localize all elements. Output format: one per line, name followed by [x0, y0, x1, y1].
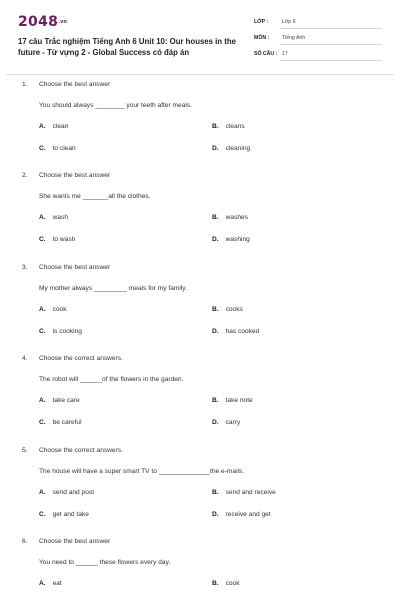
option-a[interactable]	[39, 123, 68, 130]
option-c[interactable]	[39, 511, 89, 518]
question-sentence: The robot will ______of the flowers in the garden.	[39, 376, 184, 383]
option-letter: B.	[212, 306, 219, 313]
option-letter: A.	[39, 580, 46, 587]
header-divider	[6, 74, 394, 75]
option-d[interactable]	[212, 419, 240, 426]
option-text: wash	[52, 214, 68, 221]
option-letter: C.	[39, 145, 46, 152]
option-text: is cooking	[52, 328, 82, 335]
option-b[interactable]	[212, 306, 243, 313]
option-text: washes	[225, 214, 248, 221]
document-title: 17 câu Trắc nghiệm Tiếng Anh 6 Unit 10: Our houses in the future - Từ vựng 2 - Global Success có đáp án	[18, 37, 236, 57]
question-sentence: My mother always _________ meals for my family.	[39, 285, 187, 292]
option-d[interactable]	[212, 328, 259, 335]
logo-suffix: .vn	[58, 19, 67, 25]
option-a[interactable]	[39, 306, 67, 313]
meta-count	[254, 51, 382, 63]
option-a[interactable]	[39, 489, 94, 496]
option-text: receive and get	[225, 511, 271, 518]
meta-underline	[280, 28, 382, 29]
option-text: washing	[225, 236, 250, 243]
question-number: 2.	[22, 172, 28, 179]
option-text: take note	[225, 397, 253, 404]
meta-class-value: Lớp 6	[282, 19, 296, 25]
meta-count-key: SỐ CÂU :	[254, 51, 278, 57]
option-text: send and receive	[225, 489, 276, 496]
meta-class-key: LỚP :	[254, 19, 269, 25]
site-logo[interactable]	[18, 14, 67, 30]
option-letter: D.	[212, 236, 219, 243]
option-letter: C.	[39, 419, 46, 426]
option-b[interactable]	[212, 397, 253, 404]
option-text: eat	[52, 580, 62, 587]
option-letter: D.	[212, 328, 219, 335]
question-sentence: You need to ______ these flowers every day.	[39, 559, 171, 566]
meta-underline	[280, 60, 382, 61]
question-prompt: Choose the correct answers.	[39, 355, 123, 362]
option-letter: D.	[212, 419, 219, 426]
option-text: send and post	[52, 489, 95, 496]
option-a[interactable]	[39, 580, 62, 587]
option-text: cook	[52, 306, 67, 313]
option-text: cook	[225, 580, 240, 587]
option-letter: B.	[212, 489, 219, 496]
option-letter: A.	[39, 214, 46, 221]
meta-count-value: 17	[282, 51, 288, 57]
option-text: cooks	[225, 306, 243, 313]
question-prompt: Choose the best answer	[39, 172, 111, 179]
option-d[interactable]	[212, 511, 271, 518]
meta-underline	[280, 44, 382, 45]
option-letter: D.	[212, 511, 219, 518]
option-text: take care	[52, 397, 80, 404]
question-number: 6.	[22, 538, 28, 545]
option-letter: A.	[39, 489, 46, 496]
option-text: to wash	[52, 236, 76, 243]
option-text: carry	[225, 419, 241, 426]
option-b[interactable]	[212, 489, 276, 496]
option-text: clean	[52, 123, 69, 130]
option-text: cleaning	[225, 145, 251, 152]
option-a[interactable]	[39, 214, 68, 221]
question-sentence: The house will have a super smart TV to ______________the e-mails.	[39, 468, 245, 475]
option-letter: C.	[39, 328, 46, 335]
question-prompt: Choose the best answer	[39, 538, 111, 545]
meta-class	[254, 19, 382, 31]
option-letter: A.	[39, 397, 46, 404]
option-b[interactable]	[212, 214, 248, 221]
option-a[interactable]	[39, 397, 80, 404]
question-prompt: Choose the correct answers.	[39, 447, 123, 454]
option-text: be careful	[52, 419, 82, 426]
question-sentence: You should always ________ your teeth after meals.	[39, 102, 192, 109]
option-text: has cooked	[225, 328, 260, 335]
option-letter: A.	[39, 306, 46, 313]
option-letter: B.	[212, 123, 219, 130]
question-prompt: Choose the best answer	[39, 264, 111, 271]
option-b[interactable]	[212, 580, 240, 587]
question-number: 1.	[22, 81, 28, 88]
document-header	[18, 14, 382, 74]
option-d[interactable]	[212, 145, 250, 152]
meta-subject-value: Tiếng Anh	[282, 35, 306, 41]
option-letter: A.	[39, 123, 46, 130]
question-sentence: She wants me _______all the clothes.	[39, 193, 151, 200]
option-letter: C.	[39, 511, 46, 518]
option-letter: C.	[39, 236, 46, 243]
question-number: 3.	[22, 264, 28, 271]
option-c[interactable]	[39, 145, 76, 152]
question-prompt: Choose the best answer	[39, 81, 111, 88]
option-b[interactable]	[212, 123, 245, 130]
option-c[interactable]	[39, 328, 82, 335]
option-text: get and take	[52, 511, 89, 518]
option-c[interactable]	[39, 419, 82, 426]
question-number: 4.	[22, 355, 28, 362]
option-d[interactable]	[212, 236, 250, 243]
option-text: to clean	[52, 145, 76, 152]
question-number: 5.	[22, 447, 28, 454]
option-letter: B.	[212, 214, 219, 221]
option-c[interactable]	[39, 236, 75, 243]
option-text: cleans	[225, 123, 245, 130]
option-letter: B.	[212, 580, 219, 587]
option-letter: B.	[212, 397, 219, 404]
logo-main: 2048	[18, 14, 59, 30]
meta-subject-key: MÔN :	[254, 35, 270, 41]
meta-subject	[254, 35, 382, 47]
option-letter: D.	[212, 145, 219, 152]
